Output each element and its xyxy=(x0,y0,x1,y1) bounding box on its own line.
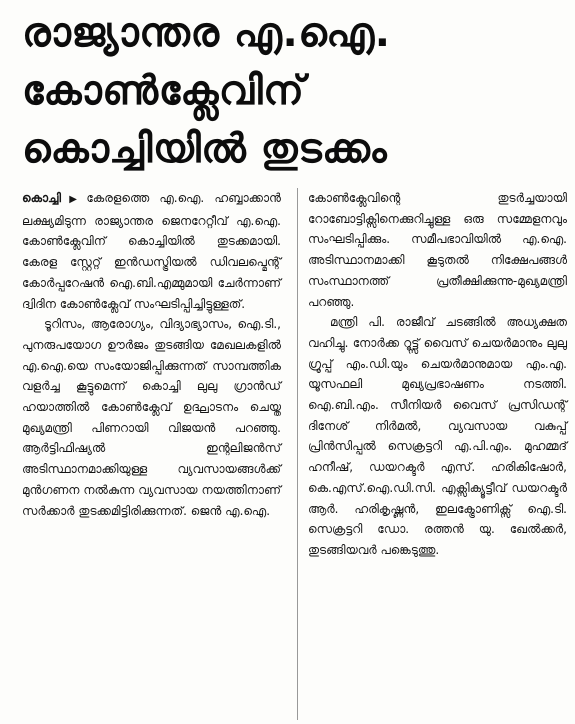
headline-line-1: രാജ്യാന്തര എ.ഐ. xyxy=(22,10,391,56)
dateline: കൊച്ചി xyxy=(22,191,61,205)
paragraph-4: മന്ത്രി പി. രാജീവ് ചടങ്ങിൽ അധ്യക്ഷത വഹിച്ചു. നോർക്ക റൂട്ട്സ് വൈസ് ചെയർമാനും ലുലു ഗ്രൂപ്പ് എം.ഡി.യും ചെയർമാനുമായ എം.എ. യൂസഫലി മുഖ്യപ്രഭാഷണം നടത്തി. ഐ.ബി.എം. സീനിയർ വൈസ് പ്രസിഡന്റ് ദിനേശ് നിർമൽ, വ്യവസായ വകുപ്പ് പ്രിൻസിപ്പൽ സെക്രട്ടറി എ.പി.എം. മുഹമ്മദ് ഹനീഷ്, ഡയറക്ടർ എസ്. ഹരികിഷോർ, കെ.എസ്.ഐ.ഡി.സി. എക്സിക്യൂട്ടീവ് ഡയറക്ടർ ആർ. ഹരികൃഷ്ണൻ, ഇലക്ട്രോണിക്സ് ഐ.ടി. സെക്രട്ടറി ഡോ. രത്തൻ യു. ഖേൽക്കർ, തുടങ്ങിയവർ പങ്കെടുത്തു. xyxy=(308,315,567,557)
headline-line-2: കോൺക്ലേവിന് xyxy=(22,68,305,114)
headline xyxy=(0,0,575,178)
dateline-arrow-icon: ▶ xyxy=(62,194,84,205)
paragraph-2: ടൂറിസം, ആരോഗ്യം, വിദ്യാഭ്യാസം, ഐ.ടി., പുനരുപയോഗ ഊർജം തുടങ്ങിയ മേഖലകളിൽ എ.ഐ.യെ സംയോജിപ്പിക്കുന്നത് സാമ്പത്തിക വളർച്ച കൂട്ടുമെന്ന് കൊച്ചി ലുലു ഗ്രാൻഡ് ഹയാത്തിൽ കോൺക്ലേവ് ഉദ്ഘാടനം ചെയ്ത മുഖ്യമന്ത്രി പിണറായി വിജയൻ പറഞ്ഞു. ആർട്ടിഫിഷ്യൽ ഇന്റലിജൻസ് അടിസ്ഥാനമാക്കിയുള്ള വ്യവസായങ്ങൾക്ക് മുൻഗണന നൽകുന്ന വ്യവസായ നയത്തിനാണ് സർക്കാർ തുടക്കമിട്ടിരിക്കുന്നത്. ജെൻ എ.ഐ. xyxy=(22,317,281,518)
paragraph-3: കോൺക്ലേവിന്റെ തുടർച്ചയായി റോബോട്ടിക്സിനെക്കുറിച്ചുള്ള ഒരു സമ്മേളനവും സംഘടിപ്പിക്കും. സമീപഭാവിയിൽ എ.ഐ. അടിസ്ഥാനമാക്കി കൂടുതൽ നിക്ഷേപങ്ങൾ സംസ്ഥാനത്ത് പ്രതീക്ഷിക്കുന്നു-മുഖ്യമന്ത്രി പറഞ്ഞു. xyxy=(308,191,567,309)
paragraph-1 xyxy=(22,188,281,314)
right-column xyxy=(297,188,567,720)
paragraph-1-text: കേരളത്തെ എ.ഐ. ഹബ്ബാക്കാൻ ലക്ഷ്യമിടുന്ന രാജ്യാന്തര ജെനറേറ്റീവ് എ.ഐ. കോൺക്ലേവിന് കൊച്ചിയിൽ തുടക്കമായി. കേരള സ്റ്റേറ്റ് ഇൻഡസ്ട്രിയൽ ഡിവലപ്മെന്റ് കോർപ്പറേഷൻ ഐ.ബി.എമ്മുമായി ചേർന്നാണ് ദ്വിദിന കോൺക്ലേവ് സംഘടിപ്പിച്ചിട്ടുള്ളത്. xyxy=(22,191,281,311)
left-column xyxy=(22,188,281,720)
article-body xyxy=(22,188,567,720)
headline-line-3: കൊച്ചിയിൽ തുടക്കം xyxy=(22,126,388,172)
